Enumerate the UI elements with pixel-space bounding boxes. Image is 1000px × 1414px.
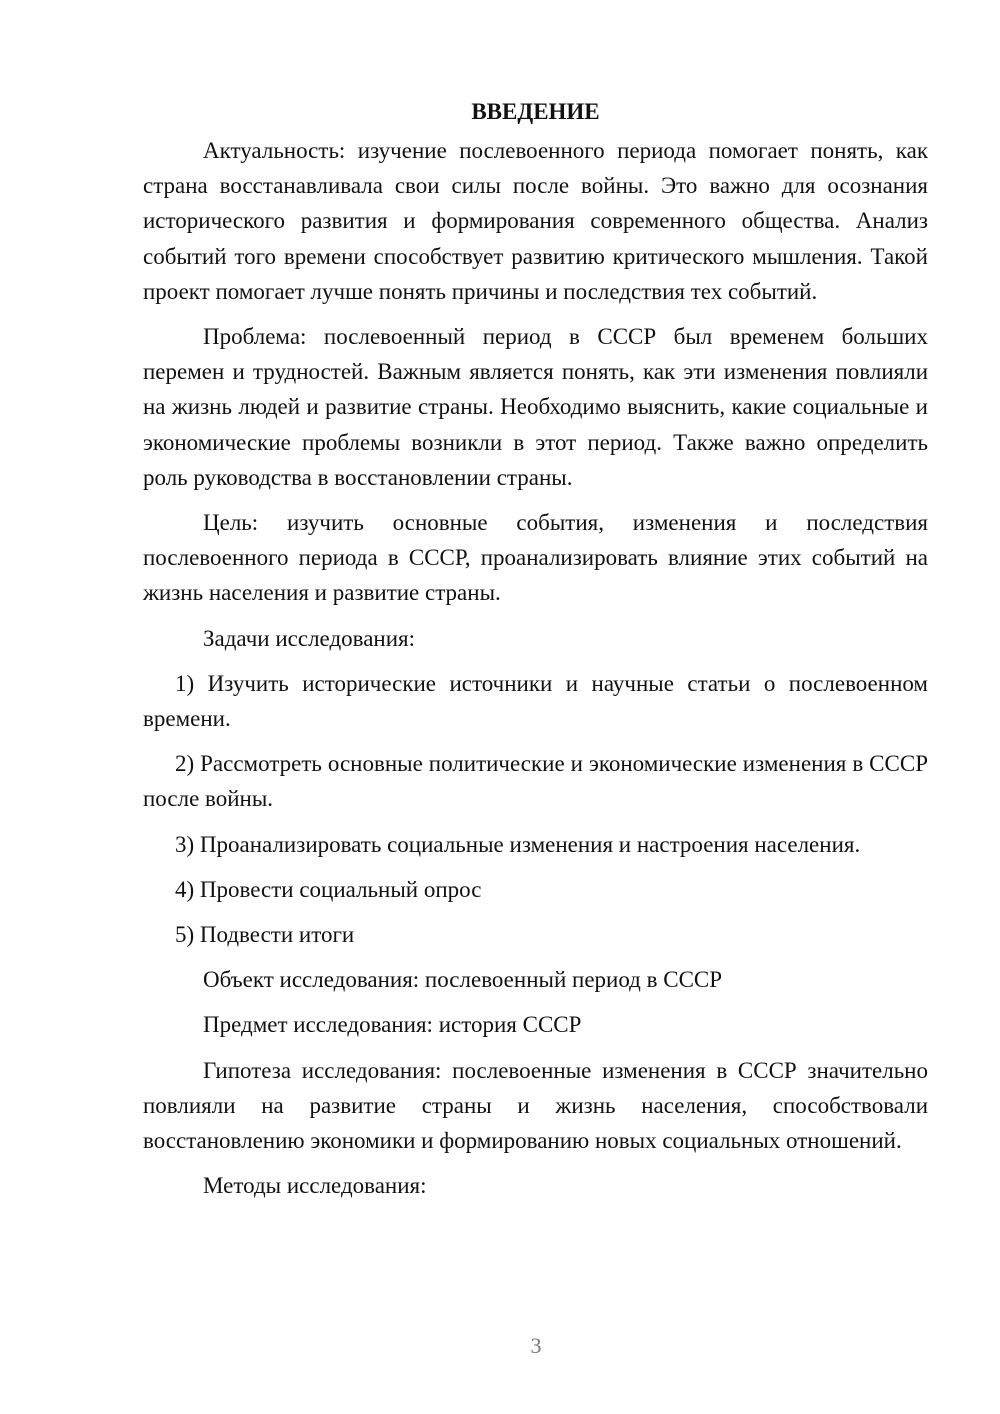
paragraph-goal: Цель: изучить основные события, изменения и последствия послевоенного периода в СССР, проанализировать влияние этих событий на жизнь населения и развитие страны. [143, 510, 928, 606]
list-item: 3) Проанализировать социальные изменения и настроения населения. [175, 831, 861, 857]
paragraph-relevance: Актуальность: изучение послевоенного периода помогает понять, как страна восстанавливала свои силы после войны. Это важно для осознания исторического развития и формирования современного общества. Анализ событий того времени способствует развитию критического мышления. Такой проект помогает лучше понять причины и последствия тех событий. [143, 138, 928, 304]
paragraph-object: Объект исследования: послевоенный период в СССР [203, 967, 723, 993]
paragraph-tasks-heading: Задачи исследования: [203, 625, 416, 651]
section-title: ВВЕДЕНИЕ [471, 99, 600, 124]
page-number: 3 [530, 1333, 542, 1358]
paragraph-hypothesis: Гипотеза исследования: послевоенные изменения в СССР значительно повлияли на развитие страны и жизнь населения, способствовали восстановлению экономики и формированию новых социальных отношений. [143, 1057, 928, 1154]
list-item: 2) Рассмотреть основные политические и экономические изменения в СССР после войны. [143, 751, 928, 812]
paragraph-subject: Предмет исследования: история СССР [203, 1012, 582, 1038]
paragraph-problem: Проблема: послевоенный период в СССР был временем больших перемен и трудностей. Важным является понять, как эти изменения повлияли на жизнь людей и развитие страны. Необходимо выяснить, какие социальные и экономические проблемы возникли в этот период. Также важно определить роль руководства в восстановлении страны. [143, 324, 928, 490]
after-list-section [143, 962, 928, 1203]
list-item: 1) Изучить исторические источники и научные статьи о послевоенном времени. [143, 670, 928, 732]
list-item: 4) Провести социальный опрос [175, 876, 482, 902]
paragraph-methods-heading: Методы исследования: [203, 1173, 427, 1199]
tasks-list [143, 666, 928, 952]
list-item: 5) Подвести итоги [175, 922, 355, 948]
page-content [143, 94, 928, 1203]
